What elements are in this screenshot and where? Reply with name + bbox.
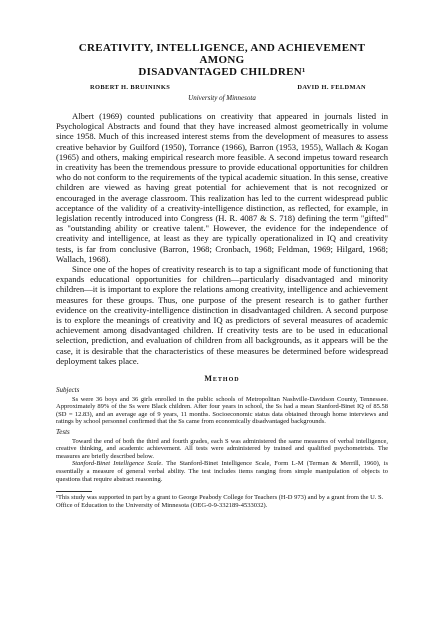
tests-text: Toward the end of both the third and fourth grades, each S was administered the same measures of verbal intelligence, creative thinking, and academic achievement. All tests were administered by trained and qualified psychometrists. The measures are briefly described below. (56, 437, 388, 460)
subjects-text: Ss were 36 boys and 36 girls enrolled in the public schools of Metropolitan Nashville-Davidson County, Tennessee. Approximately 89% of the Ss were Black children. After four years in school, the Ss had a mean Stanford-Binet IQ of 85.58 (SD = 12.83), and an average age of 9 years, 11 months. Socioeconomic status data obtained through home interviews and ratings by school personnel confirmed that the Ss came from economically disadvantaged backgrounds. (56, 395, 388, 426)
body-text (56, 111, 388, 366)
stanford-binet-label: Stanford-Binet Intelligence Scale. (72, 460, 163, 468)
paragraph-2: Since one of the hopes of creativity research is to tap a significant mode of functioning that expands educational opportunities for children—particularly disadvantaged and minority children—it is important to explore the relations among creativity, intelligence and achievement measures for these groups. Thus, one purpose of the present research is to gather further evidence on the creativity-intelligence distinction in disadvantaged children. A second purpose is to explore the meanings of creativity and IQ as predictors of several measures of academic achievement among disadvantaged children. If creativity tests are to be used in educational selection, prediction, and evaluation of children from all backgrounds, as it appears will be the case, it is desirable that the characteristics of these measures be determined before widespread deployment takes place. (56, 264, 388, 366)
author-1: ROBERT H. BRUININKS (90, 84, 171, 91)
author-2: DAVID H. FELDMAN (297, 84, 366, 91)
title-line-1: CREATIVITY, INTELLIGENCE, AND ACHIEVEMENT AMONG (78, 42, 366, 66)
footnote (56, 489, 388, 509)
affiliation: University of Minnesota (188, 94, 256, 102)
footnote-rule (56, 491, 92, 492)
method-section (56, 387, 388, 483)
stanford-binet-text: The Stanford-Binet Intelligence Scale, Form L-M (Terman & Merrill, 1960), is essentially a measure of general verbal ability. The test includes items ranging from simple manipulation of objects to questions that require abstract reasoning. (56, 460, 388, 483)
title-line-2: DISADVANTAGED CHILDREN¹ (138, 66, 306, 78)
tests-heading: Tests (56, 428, 70, 437)
stanford-binet-paragraph (56, 460, 388, 483)
author-line (56, 84, 388, 91)
paragraph-1: Albert (1969) counted publications on creativity that appeared in journals listed in Psychological Abstracts and found that they have increased almost geometrically in volume since 1958. Much of this increased interest stems from the development of measures to assess creative behavior by Guilford (1950), Torrance (1966), Barron (1953, 1955), Wallach & Kogan (1965) and others, making empirical research more feasible. A second impetus toward research in creativity has been the tremendous pressure to provide educational opportunities for children who do not conform to the requirements of the typical academic situation. In this sense, creative children are viewed as having great potential for achievement that is not recognized or encouraged in the average classroom. This realization has led to the current widespread public acceptance of the validity of a creativity-intelligence distinction, as reflected, for example, in legislation recently introduced into Congress (H. R. 4087 & S. 718) defining the term "gifted" as "outstanding ability or creative talent." However, the evidence for the independence of creativity and intelligence, at least as they are typically operationalized in IQ and creativity tests, is far from conclusive (Barron, 1968; Cronbach, 1968; Feldman, 1969; Hilgard, 1968; Wallach, 1968). (56, 111, 388, 264)
paper-title (56, 42, 388, 78)
footnote-text: ¹This study was supported in part by a grant to George Peabody College for Teachers (H-D 973) and by a grant from the U. S. Office of Education to the University of Minnesota (OEG-0-9-332189-4533032). (56, 494, 384, 509)
subjects-heading: Subjects (56, 386, 80, 395)
method-heading: Method (204, 374, 240, 384)
